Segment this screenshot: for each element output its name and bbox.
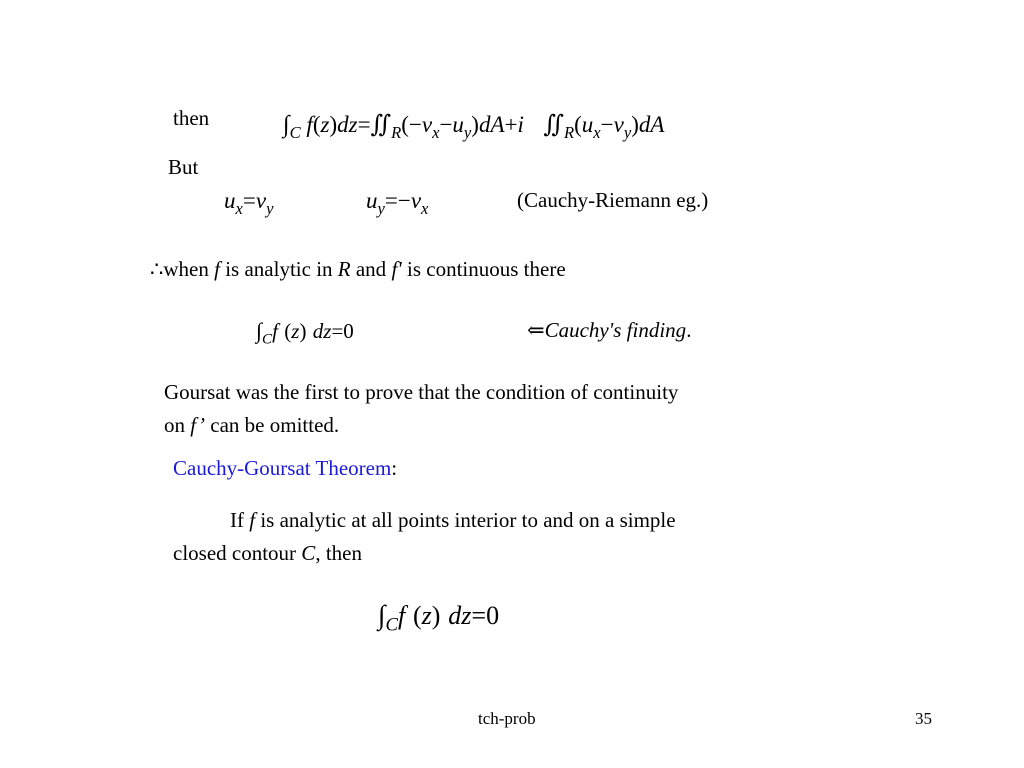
theorem-line-1 [230,508,676,533]
equals-sign-5: = [471,601,487,630]
region-r-3: R [337,257,351,281]
goursat-omitted-text: can be omitted. [205,413,340,437]
dz-symbol-3: dz [448,601,472,630]
equals-sign-4: = [331,319,344,343]
equals-sign-3: = [384,188,398,213]
goursat-line-2 [164,413,339,438]
y-sub-3: y [266,198,274,218]
theorem-line-2 [173,541,362,566]
plus-sign: + [504,112,518,137]
x-sub-4: x [421,198,429,218]
f-symbol-2: f [214,257,220,281]
contour-c-2: C [262,331,273,348]
zero-value: 0 [343,319,354,343]
then-text: , then [315,541,362,565]
f-symbol-3: f [272,319,278,343]
f-symbol-4: f [249,508,256,532]
cauchy-riemann-eq-2: $u_y=-v_x$ [366,188,429,218]
x-sub-3: x [235,198,243,218]
region-r-2: R [563,122,575,142]
double-integral-sign-2: ∬ [543,111,564,138]
cauchy-finding-label [527,318,691,343]
cauchy-riemann-note: (Cauchy-Riemann eg.) [517,188,709,212]
and-word: and [355,257,387,281]
f-symbol: f [306,112,313,137]
green-theorem-equation: $\int_C$ $f(z)dz=∬_R(-v_x-u_y)dA+i$ $∬_R(u_x-v_y)dA$ [283,111,665,142]
page-number: 35 [915,709,932,728]
f-symbol-5: f [397,601,406,630]
v-var-2: v [613,112,624,137]
contour-c: C [289,122,301,142]
finding-period: . [686,318,692,342]
theorem-condition-text: is analytic at all points interior to and on a simple [255,508,676,532]
contour-integral-sign-2: ∫ [256,318,263,343]
dz-symbol: dz [337,112,358,137]
theorem-heading [173,456,397,481]
region-r: R [391,122,402,142]
theorem-title: Cauchy-Goursat Theorem [173,456,392,480]
zero-value-2: 0 [486,601,500,630]
u-var-4: u [366,188,378,213]
cauchy-goursat-equation: $\int_Cf$ (z) dz=0 [378,600,500,636]
then-label: then [173,106,210,130]
contour-c-3: C [301,541,316,565]
footer-title: tch-prob [478,709,536,728]
cauchy-finding-text: Cauchy's finding [544,318,687,342]
imaginary-unit: i [517,112,524,137]
contour-integral-sign-3: ∫ [378,600,386,630]
goursat-line-1: Goursat was the first to prove that the condition of continuity [164,380,679,404]
v-var: v [421,112,433,137]
y-sub-2: y [623,122,632,142]
double-integral-sign: ∬ [370,111,392,138]
but-label: But [168,155,199,179]
contour-c-4: C [385,614,398,636]
x-sub: x [432,122,440,142]
y-sub: y [463,122,472,142]
z-var: z [320,112,330,137]
f-prime-symbol-2: f’ [190,413,206,437]
equals-sign: = [357,112,371,137]
therefore-symbol: ∴ [150,257,164,281]
u-var-2: u [581,112,594,137]
if-word: If [230,508,250,532]
u-var: u [452,112,464,137]
left-double-arrow-icon: ⇐ [527,318,545,342]
z-var-2: z [291,319,300,343]
v-var-3: v [255,188,267,213]
z-var-3: z [421,601,432,630]
da-symbol-2: dA [638,112,665,137]
equals-sign-2: = [242,188,256,213]
theorem-colon: : [391,456,398,480]
y-sub-4: y [377,198,385,218]
cauchy-integral-equation: $\int_Cf$ (z) dz=0 [256,318,354,348]
is-analytic-in-text: is analytic in [225,257,333,281]
is-continuous-there-text: is continuous there [407,257,566,281]
closed-contour-text: closed contour [173,541,302,565]
da-symbol: dA [478,112,505,137]
continuity-condition-line [150,257,566,282]
when-word: when [163,257,209,281]
v-var-4: v [410,188,422,213]
u-var-3: u [224,188,236,213]
goursat-on-text: on [164,413,191,437]
x-sub-2: x [593,122,601,142]
dz-symbol-2: dz [312,319,332,343]
f-prime-symbol: f' [391,257,402,281]
cauchy-riemann-eq-1 [224,188,274,218]
contour-integral-sign: ∫ [283,111,290,138]
